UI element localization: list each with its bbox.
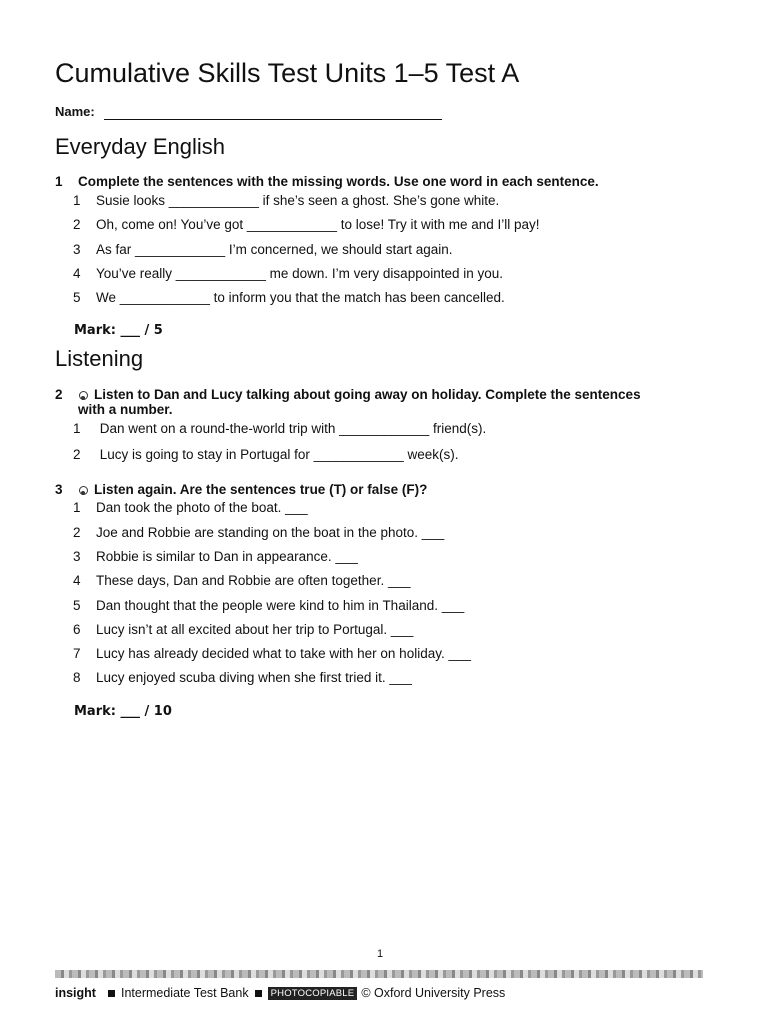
page-number: 1 bbox=[376, 948, 384, 960]
list-item bbox=[73, 549, 358, 564]
list-item bbox=[73, 242, 452, 257]
section-heading-listening: Listening bbox=[55, 346, 144, 371]
item-number: 3 bbox=[73, 549, 81, 564]
item-number: 1 bbox=[73, 421, 81, 436]
item-text: Lucy has already decided what to take with her on holiday. ___ bbox=[96, 646, 471, 661]
audio-icon bbox=[79, 391, 88, 400]
question-instruction bbox=[79, 387, 641, 402]
item-text: Susie looks ____________ if she’s seen a ghost. She’s gone white. bbox=[96, 193, 500, 208]
section-heading-everyday-english: Everyday English bbox=[55, 134, 225, 159]
mark-label: Mark: ___ / 5 bbox=[74, 323, 163, 338]
list-item bbox=[73, 193, 499, 208]
item-text: As far ____________ I’m concerned, we should start again. bbox=[96, 242, 453, 257]
list-item bbox=[73, 290, 505, 305]
item-text: Joe and Robbie are standing on the boat in the photo. ___ bbox=[96, 525, 445, 540]
list-item bbox=[73, 217, 540, 232]
list-item bbox=[73, 598, 464, 613]
item-text: Oh, come on! You’ve got ____________ to lose! Try it with me and I’ll pay! bbox=[96, 217, 540, 232]
question-number: 3 bbox=[55, 482, 63, 497]
page-title: Cumulative Skills Test Units 1–5 Test A bbox=[55, 58, 520, 88]
name-answer-line bbox=[104, 119, 442, 120]
question-instruction: Complete the sentences with the missing words. Use one word in each sentence. bbox=[78, 174, 599, 189]
footer bbox=[55, 986, 505, 1000]
item-number: 8 bbox=[73, 670, 81, 685]
list-item bbox=[73, 266, 503, 281]
list-item bbox=[73, 421, 486, 436]
series-name: Intermediate Test Bank bbox=[120, 986, 249, 1000]
list-item bbox=[73, 646, 471, 661]
item-number: 3 bbox=[73, 242, 81, 257]
item-number: 5 bbox=[73, 598, 81, 613]
item-number: 2 bbox=[73, 525, 81, 540]
item-text: We ____________ to inform you that the match has been cancelled. bbox=[96, 290, 505, 305]
audio-icon bbox=[79, 486, 88, 495]
item-text: Lucy enjoyed scuba diving when she first tried it. ___ bbox=[96, 670, 412, 685]
list-item bbox=[73, 500, 308, 515]
item-text: Robbie is similar to Dan in appearance. ___ bbox=[96, 549, 358, 564]
item-number: 5 bbox=[73, 290, 81, 305]
item-text: Dan took the photo of the boat. ___ bbox=[96, 500, 308, 515]
item-text: Dan thought that the people were kind to him in Thailand. ___ bbox=[96, 598, 465, 613]
item-text: These days, Dan and Robbie are often together. ___ bbox=[96, 573, 411, 588]
item-text: Lucy isn’t at all excited about her trip to Portugal. ___ bbox=[96, 622, 414, 637]
item-text: Lucy is going to stay in Portugal for ____________ week(s). bbox=[96, 447, 459, 462]
mark-label: Mark: ___ / 10 bbox=[74, 704, 172, 719]
photocopiable-badge: PHOTOCOPIABLE bbox=[268, 987, 358, 1000]
item-number: 4 bbox=[73, 573, 81, 588]
item-number: 4 bbox=[73, 266, 81, 281]
list-item bbox=[73, 670, 412, 685]
item-number: 6 bbox=[73, 622, 81, 637]
item-number: 1 bbox=[73, 500, 81, 515]
decorative-band bbox=[55, 970, 703, 978]
square-bullet-icon bbox=[255, 990, 262, 997]
item-number: 2 bbox=[73, 217, 81, 232]
question-number: 2 bbox=[55, 387, 63, 402]
list-item bbox=[73, 525, 444, 540]
item-number: 7 bbox=[73, 646, 81, 661]
question-number: 1 bbox=[55, 174, 63, 189]
instruction-text: Listen to Dan and Lucy talking about going away on holiday. Complete the sentences bbox=[94, 387, 641, 402]
question-instruction bbox=[79, 482, 427, 497]
list-item bbox=[73, 447, 458, 462]
square-bullet-icon bbox=[108, 990, 115, 997]
item-number: 1 bbox=[73, 193, 81, 208]
publisher: © Oxford University Press bbox=[361, 986, 506, 1000]
brand-logo: insight bbox=[55, 986, 96, 1000]
list-item bbox=[73, 573, 410, 588]
item-text: Dan went on a round-the-world trip with ____________ friend(s). bbox=[96, 421, 487, 436]
item-number: 2 bbox=[73, 447, 81, 462]
list-item bbox=[73, 622, 413, 637]
instruction-text: Listen again. Are the sentences true (T) or false (F)? bbox=[94, 482, 428, 497]
name-label: Name: bbox=[55, 104, 95, 119]
question-instruction-continued: with a number. bbox=[78, 402, 173, 417]
item-text: You’ve really ____________ me down. I’m very disappointed in you. bbox=[96, 266, 504, 281]
